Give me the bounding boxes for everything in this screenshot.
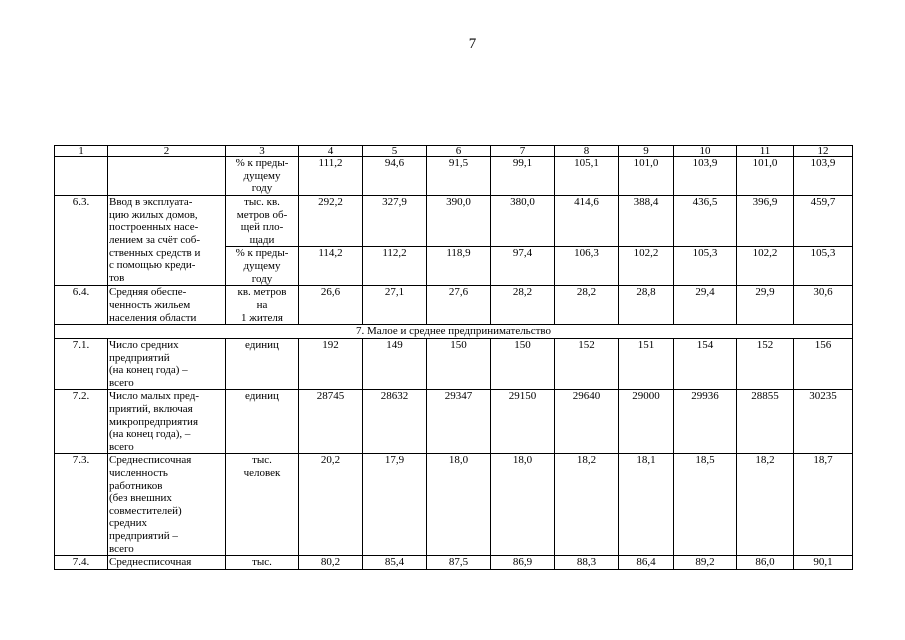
indicator-name: Среднесписочная bbox=[108, 556, 226, 570]
value-cell: 29640 bbox=[555, 390, 619, 454]
value-cell: 28745 bbox=[299, 390, 363, 454]
unit-of-measure: кв. метров на 1 жителя bbox=[226, 286, 299, 325]
unit-of-measure: единиц bbox=[226, 338, 299, 389]
value-cell: 28,8 bbox=[619, 286, 674, 325]
value-cell: 105,1 bbox=[555, 157, 619, 196]
unit-of-measure: тыс. кв. метров об- щей пло- щади bbox=[226, 196, 299, 247]
value-cell: 28,2 bbox=[491, 286, 555, 325]
value-cell: 388,4 bbox=[619, 196, 674, 247]
value-cell: 26,6 bbox=[299, 286, 363, 325]
value-cell: 414,6 bbox=[555, 196, 619, 247]
indicator-name: ственных средств и с помощью креди- тов bbox=[108, 247, 226, 286]
column-number-header: 4 bbox=[299, 146, 363, 157]
column-number-header: 11 bbox=[737, 146, 794, 157]
value-cell: 28855 bbox=[737, 390, 794, 454]
value-cell: 27,6 bbox=[427, 286, 491, 325]
value-cell: 88,3 bbox=[555, 556, 619, 570]
value-cell: 390,0 bbox=[427, 196, 491, 247]
value-cell: 192 bbox=[299, 338, 363, 389]
value-cell: 86,4 bbox=[619, 556, 674, 570]
value-cell: 152 bbox=[737, 338, 794, 389]
column-number-header: 7 bbox=[491, 146, 555, 157]
value-cell: 85,4 bbox=[363, 556, 427, 570]
value-cell: 87,5 bbox=[427, 556, 491, 570]
value-cell: 20,2 bbox=[299, 454, 363, 556]
column-number-header: 5 bbox=[363, 146, 427, 157]
row-number: 6.3. bbox=[55, 196, 108, 286]
value-cell: 91,5 bbox=[427, 157, 491, 196]
value-cell: 29150 bbox=[491, 390, 555, 454]
value-cell: 154 bbox=[674, 338, 737, 389]
value-cell: 18,1 bbox=[619, 454, 674, 556]
row-number bbox=[55, 157, 108, 196]
table-row bbox=[55, 390, 853, 454]
table-row bbox=[55, 196, 853, 247]
section-row bbox=[55, 325, 853, 339]
value-cell: 152 bbox=[555, 338, 619, 389]
value-cell: 103,9 bbox=[674, 157, 737, 196]
column-number-header: 8 bbox=[555, 146, 619, 157]
value-cell: 30235 bbox=[794, 390, 853, 454]
table-row bbox=[55, 286, 853, 325]
value-cell: 459,7 bbox=[794, 196, 853, 247]
value-cell: 86,9 bbox=[491, 556, 555, 570]
value-cell: 89,2 bbox=[674, 556, 737, 570]
table-row bbox=[55, 247, 853, 286]
unit-of-measure: % к преды- дущему году bbox=[226, 157, 299, 196]
value-cell: 18,2 bbox=[737, 454, 794, 556]
unit-of-measure: тыс. bbox=[226, 556, 299, 570]
value-cell: 97,4 bbox=[491, 247, 555, 286]
value-cell: 106,3 bbox=[555, 247, 619, 286]
value-cell: 18,7 bbox=[794, 454, 853, 556]
column-number-row bbox=[55, 146, 853, 157]
value-cell: 327,9 bbox=[363, 196, 427, 247]
value-cell: 90,1 bbox=[794, 556, 853, 570]
value-cell: 18,0 bbox=[491, 454, 555, 556]
row-number: 7.1. bbox=[55, 338, 108, 389]
value-cell: 396,9 bbox=[737, 196, 794, 247]
column-number-header: 2 bbox=[108, 146, 226, 157]
value-cell: 105,3 bbox=[674, 247, 737, 286]
value-cell: 28,2 bbox=[555, 286, 619, 325]
column-number-header: 3 bbox=[226, 146, 299, 157]
value-cell: 102,2 bbox=[737, 247, 794, 286]
value-cell: 101,0 bbox=[619, 157, 674, 196]
value-cell: 112,2 bbox=[363, 247, 427, 286]
value-cell: 150 bbox=[427, 338, 491, 389]
value-cell: 102,2 bbox=[619, 247, 674, 286]
statistics-table bbox=[54, 145, 853, 570]
column-number-header: 12 bbox=[794, 146, 853, 157]
value-cell: 103,9 bbox=[794, 157, 853, 196]
value-cell: 29,9 bbox=[737, 286, 794, 325]
table-row bbox=[55, 338, 853, 389]
section-title: 7. Малое и среднее предпринимательство bbox=[55, 325, 853, 339]
value-cell: 28632 bbox=[363, 390, 427, 454]
column-number-header: 9 bbox=[619, 146, 674, 157]
value-cell: 380,0 bbox=[491, 196, 555, 247]
table-row bbox=[55, 157, 853, 196]
value-cell: 29000 bbox=[619, 390, 674, 454]
value-cell: 436,5 bbox=[674, 196, 737, 247]
value-cell: 18,2 bbox=[555, 454, 619, 556]
value-cell: 86,0 bbox=[737, 556, 794, 570]
table-row bbox=[55, 556, 853, 570]
value-cell: 80,2 bbox=[299, 556, 363, 570]
value-cell: 150 bbox=[491, 338, 555, 389]
unit-of-measure: % к преды- дущему году bbox=[226, 247, 299, 286]
row-number: 6.4. bbox=[55, 286, 108, 325]
unit-of-measure: единиц bbox=[226, 390, 299, 454]
value-cell: 94,6 bbox=[363, 157, 427, 196]
value-cell: 114,2 bbox=[299, 247, 363, 286]
value-cell: 292,2 bbox=[299, 196, 363, 247]
value-cell: 29936 bbox=[674, 390, 737, 454]
value-cell: 29,4 bbox=[674, 286, 737, 325]
indicator-name: Ввод в эксплуата- цию жилых домов, построенных насе- лением за счёт соб- bbox=[108, 196, 226, 247]
value-cell: 30,6 bbox=[794, 286, 853, 325]
value-cell: 111,2 bbox=[299, 157, 363, 196]
indicator-name bbox=[108, 157, 226, 196]
unit-of-measure: тыс. человек bbox=[226, 454, 299, 556]
row-number: 7.4. bbox=[55, 556, 108, 570]
value-cell: 118,9 bbox=[427, 247, 491, 286]
indicator-name: Число средних предприятий (на конец года) – всего bbox=[108, 338, 226, 389]
column-number-header: 10 bbox=[674, 146, 737, 157]
table-row bbox=[55, 454, 853, 556]
row-number: 7.3. bbox=[55, 454, 108, 556]
value-cell: 18,5 bbox=[674, 454, 737, 556]
column-number-header: 6 bbox=[427, 146, 491, 157]
value-cell: 29347 bbox=[427, 390, 491, 454]
indicator-name: Среднесписочная численность работников (без внешних совместителей) средних предприятий – всего bbox=[108, 454, 226, 556]
value-cell: 101,0 bbox=[737, 157, 794, 196]
value-cell: 18,0 bbox=[427, 454, 491, 556]
value-cell: 27,1 bbox=[363, 286, 427, 325]
page-number: 7 bbox=[468, 36, 477, 52]
column-number-header: 1 bbox=[55, 146, 108, 157]
value-cell: 156 bbox=[794, 338, 853, 389]
value-cell: 151 bbox=[619, 338, 674, 389]
value-cell: 105,3 bbox=[794, 247, 853, 286]
indicator-name: Средняя обеспе- ченность жильем населения области bbox=[108, 286, 226, 325]
value-cell: 99,1 bbox=[491, 157, 555, 196]
row-number: 7.2. bbox=[55, 390, 108, 454]
value-cell: 149 bbox=[363, 338, 427, 389]
indicator-name: Число малых пред- приятий, включая микропредприятия (на конец года), – всего bbox=[108, 390, 226, 454]
value-cell: 17,9 bbox=[363, 454, 427, 556]
